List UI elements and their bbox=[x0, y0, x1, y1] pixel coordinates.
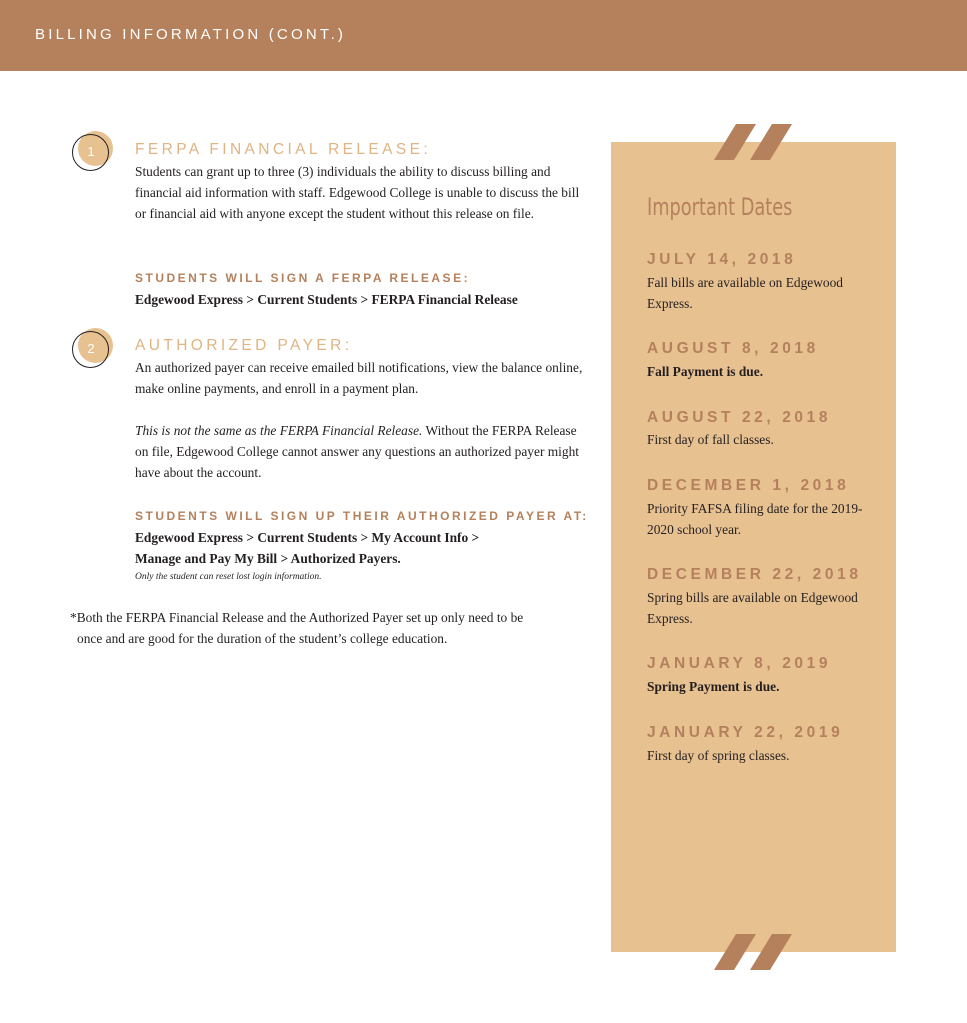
footnote-line-1: *Both the FERPA Financial Release and the Authorized Payer set up only need to be bbox=[70, 610, 524, 625]
payer-body: An authorized payer can receive emailed bill notifications, view the balance online, make online payments, and enroll in a payment plan. bbox=[135, 360, 583, 396]
ferpa-heading: FERPA FINANCIAL RELEASE: bbox=[135, 141, 432, 158]
top-slashes-icon bbox=[714, 124, 794, 160]
date-heading: AUGUST 22, 2018 bbox=[647, 409, 832, 426]
payer-note-rest: Without the FERPA Release on file, Edgewood College cannot answer any questions an authorized payer might have about the account. bbox=[135, 423, 579, 480]
footnote-line-2: once and are good for the duration of the student’s college education. bbox=[77, 631, 448, 646]
date-heading: DECEMBER 22, 2018 bbox=[647, 566, 862, 583]
payer-note-italic: This is not the same as the FERPA Financial Release. bbox=[135, 423, 423, 438]
payer-path-line-2: Manage and Pay My Bill > Authorized Payers. bbox=[135, 551, 401, 566]
date-description: Spring bills are available on Edgewood Express. bbox=[647, 590, 858, 626]
payer-heading: AUTHORIZED PAYER: bbox=[135, 337, 353, 354]
date-description: Spring Payment is due. bbox=[647, 679, 780, 694]
step-1-number: 1 bbox=[87, 144, 95, 159]
page-title: BILLING INFORMATION (CONT.) bbox=[35, 26, 347, 43]
bottom-slashes-icon bbox=[714, 934, 794, 970]
ferpa-body: Students can grant up to three (3) individuals the ability to discuss billing and financial aid information with staff. Edgewood College is unable to discuss the bill or financial aid with anyone except the student without this release on file. bbox=[135, 164, 580, 221]
payer-note bbox=[135, 420, 585, 483]
step-2-badge bbox=[72, 331, 108, 367]
date-description: Fall bills are available on Edgewood Express. bbox=[647, 275, 843, 311]
date-heading: JULY 14, 2018 bbox=[647, 251, 797, 268]
date-heading: JANUARY 22, 2019 bbox=[647, 724, 844, 741]
payer-subheading: STUDENTS WILL SIGN UP THEIR AUTHORIZED PAYER AT: bbox=[135, 509, 589, 523]
date-description: Priority FAFSA filing date for the 2019-2020 school year. bbox=[647, 501, 863, 537]
payer-path-line-1: Edgewood Express > Current Students > My Account Info > bbox=[135, 530, 480, 545]
payer-small-note: Only the student can reset lost login information. bbox=[135, 572, 322, 582]
date-heading: JANUARY 8, 2019 bbox=[647, 655, 832, 672]
step-1-badge bbox=[72, 134, 108, 170]
header-bar bbox=[0, 0, 967, 71]
date-heading: DECEMBER 1, 2018 bbox=[647, 477, 850, 494]
date-description: First day of fall classes. bbox=[647, 432, 774, 447]
ferpa-subheading: STUDENTS WILL SIGN A FERPA RELEASE: bbox=[135, 271, 471, 285]
date-heading: AUGUST 8, 2018 bbox=[647, 340, 819, 357]
step-2-number: 2 bbox=[87, 341, 95, 356]
date-description: Fall Payment is due. bbox=[647, 364, 764, 379]
footnote bbox=[70, 607, 590, 649]
ferpa-path: Edgewood Express > Current Students > FERPA Financial Release bbox=[135, 292, 518, 307]
date-description: First day of spring classes. bbox=[647, 748, 790, 763]
important-dates-title: Important Dates bbox=[647, 193, 793, 221]
